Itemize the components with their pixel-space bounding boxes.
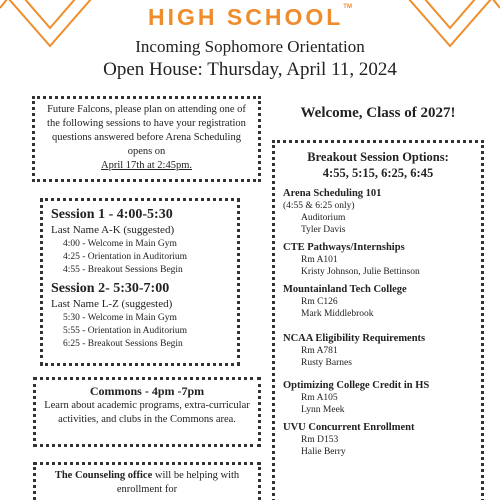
option-presenter: Lynn Meek — [301, 405, 345, 415]
breakout-box — [272, 140, 484, 500]
option-name: Mountainland Tech College — [283, 284, 407, 295]
option-name: UVU Concurrent Enrollment — [283, 422, 415, 433]
school-name — [0, 4, 500, 31]
session-item: 5:55 - Orientation in Auditorium — [63, 326, 188, 336]
commons-box — [33, 377, 261, 447]
trademark-mark: TM — [343, 4, 352, 10]
breakout-option — [283, 421, 473, 458]
counseling-office-label: The Counseling office — [54, 470, 153, 481]
option-room: Auditorium — [301, 213, 346, 223]
session-schedule — [63, 238, 229, 277]
option-room: Rm D153 — [301, 435, 339, 445]
session-title: Session 2- 5:30-7:00 — [51, 281, 170, 296]
breakout-option — [283, 283, 473, 320]
counseling-box — [33, 462, 261, 500]
welcome-heading: Welcome, Class of 2027! — [300, 105, 456, 121]
option-presenter: Tyler Davis — [301, 225, 346, 235]
option-name: Arena Scheduling 101 — [283, 188, 382, 199]
breakout-times: 4:55, 5:15, 6:25, 6:45 — [322, 166, 434, 180]
sessions-box — [40, 198, 240, 366]
session-item: 4:00 - Welcome in Main Gym — [63, 239, 177, 249]
intro-box — [32, 96, 261, 182]
option-room: Rm C126 — [301, 297, 338, 307]
option-room: Rm A105 — [301, 393, 338, 403]
breakout-option — [283, 187, 473, 236]
option-presenter: Halie Berry — [301, 447, 346, 457]
school-name-text: HIGH SCHOOL — [148, 4, 344, 30]
session-item: 6:25 - Breakout Sessions Begin — [63, 339, 183, 349]
session-title: Session 1 - 4:00-5:30 — [51, 207, 173, 222]
option-name: NCAA Eligibility Requirements — [283, 333, 426, 344]
option-name: CTE Pathways/Internships — [283, 242, 405, 253]
option-note: (4:55 & 6:25 only) — [283, 201, 355, 211]
option-presenter: Mark Middlebrook — [301, 309, 374, 319]
session-item: 4:55 - Breakout Sessions Begin — [63, 265, 183, 275]
breakout-option — [283, 241, 473, 278]
commons-description: Learn about academic programs, extra-curricular activities, and clubs in the Commons area. — [44, 400, 250, 425]
option-room: Rm A781 — [301, 346, 338, 356]
option-presenter: Rusty Barnes — [301, 358, 352, 368]
session-2 — [51, 280, 229, 351]
commons-title: Commons - 4pm -7pm — [89, 384, 205, 398]
page-title: Incoming Sophomore Orientation — [135, 37, 365, 56]
session-group: Last Name L-Z (suggested) — [51, 298, 173, 310]
session-item: 5:30 - Welcome in Main Gym — [63, 313, 177, 323]
session-group: Last Name A-K (suggested) — [51, 224, 175, 236]
breakout-option — [283, 379, 473, 416]
option-presenter: Kristy Johnson, Julie Bettinson — [301, 267, 420, 277]
counseling-text: will be helping with enrollment for — [116, 470, 240, 495]
intro-text: Future Falcons, please plan on attending one of the following sessions to have your registration questions answered before Arena Scheduling opens on — [47, 104, 246, 157]
option-room: Rm A101 — [301, 255, 338, 265]
intro-date: April 17th at 2:45pm. — [101, 160, 192, 171]
breakout-option — [283, 332, 473, 369]
session-schedule — [63, 312, 229, 351]
breakout-title: Breakout Session Options: — [307, 150, 449, 164]
option-name: Optimizing College Credit in HS — [283, 380, 430, 391]
session-item: 4:25 - Orientation in Auditorium — [63, 252, 188, 262]
page-subtitle: Open House: Thursday, April 11, 2024 — [103, 59, 397, 80]
session-1 — [51, 206, 229, 277]
